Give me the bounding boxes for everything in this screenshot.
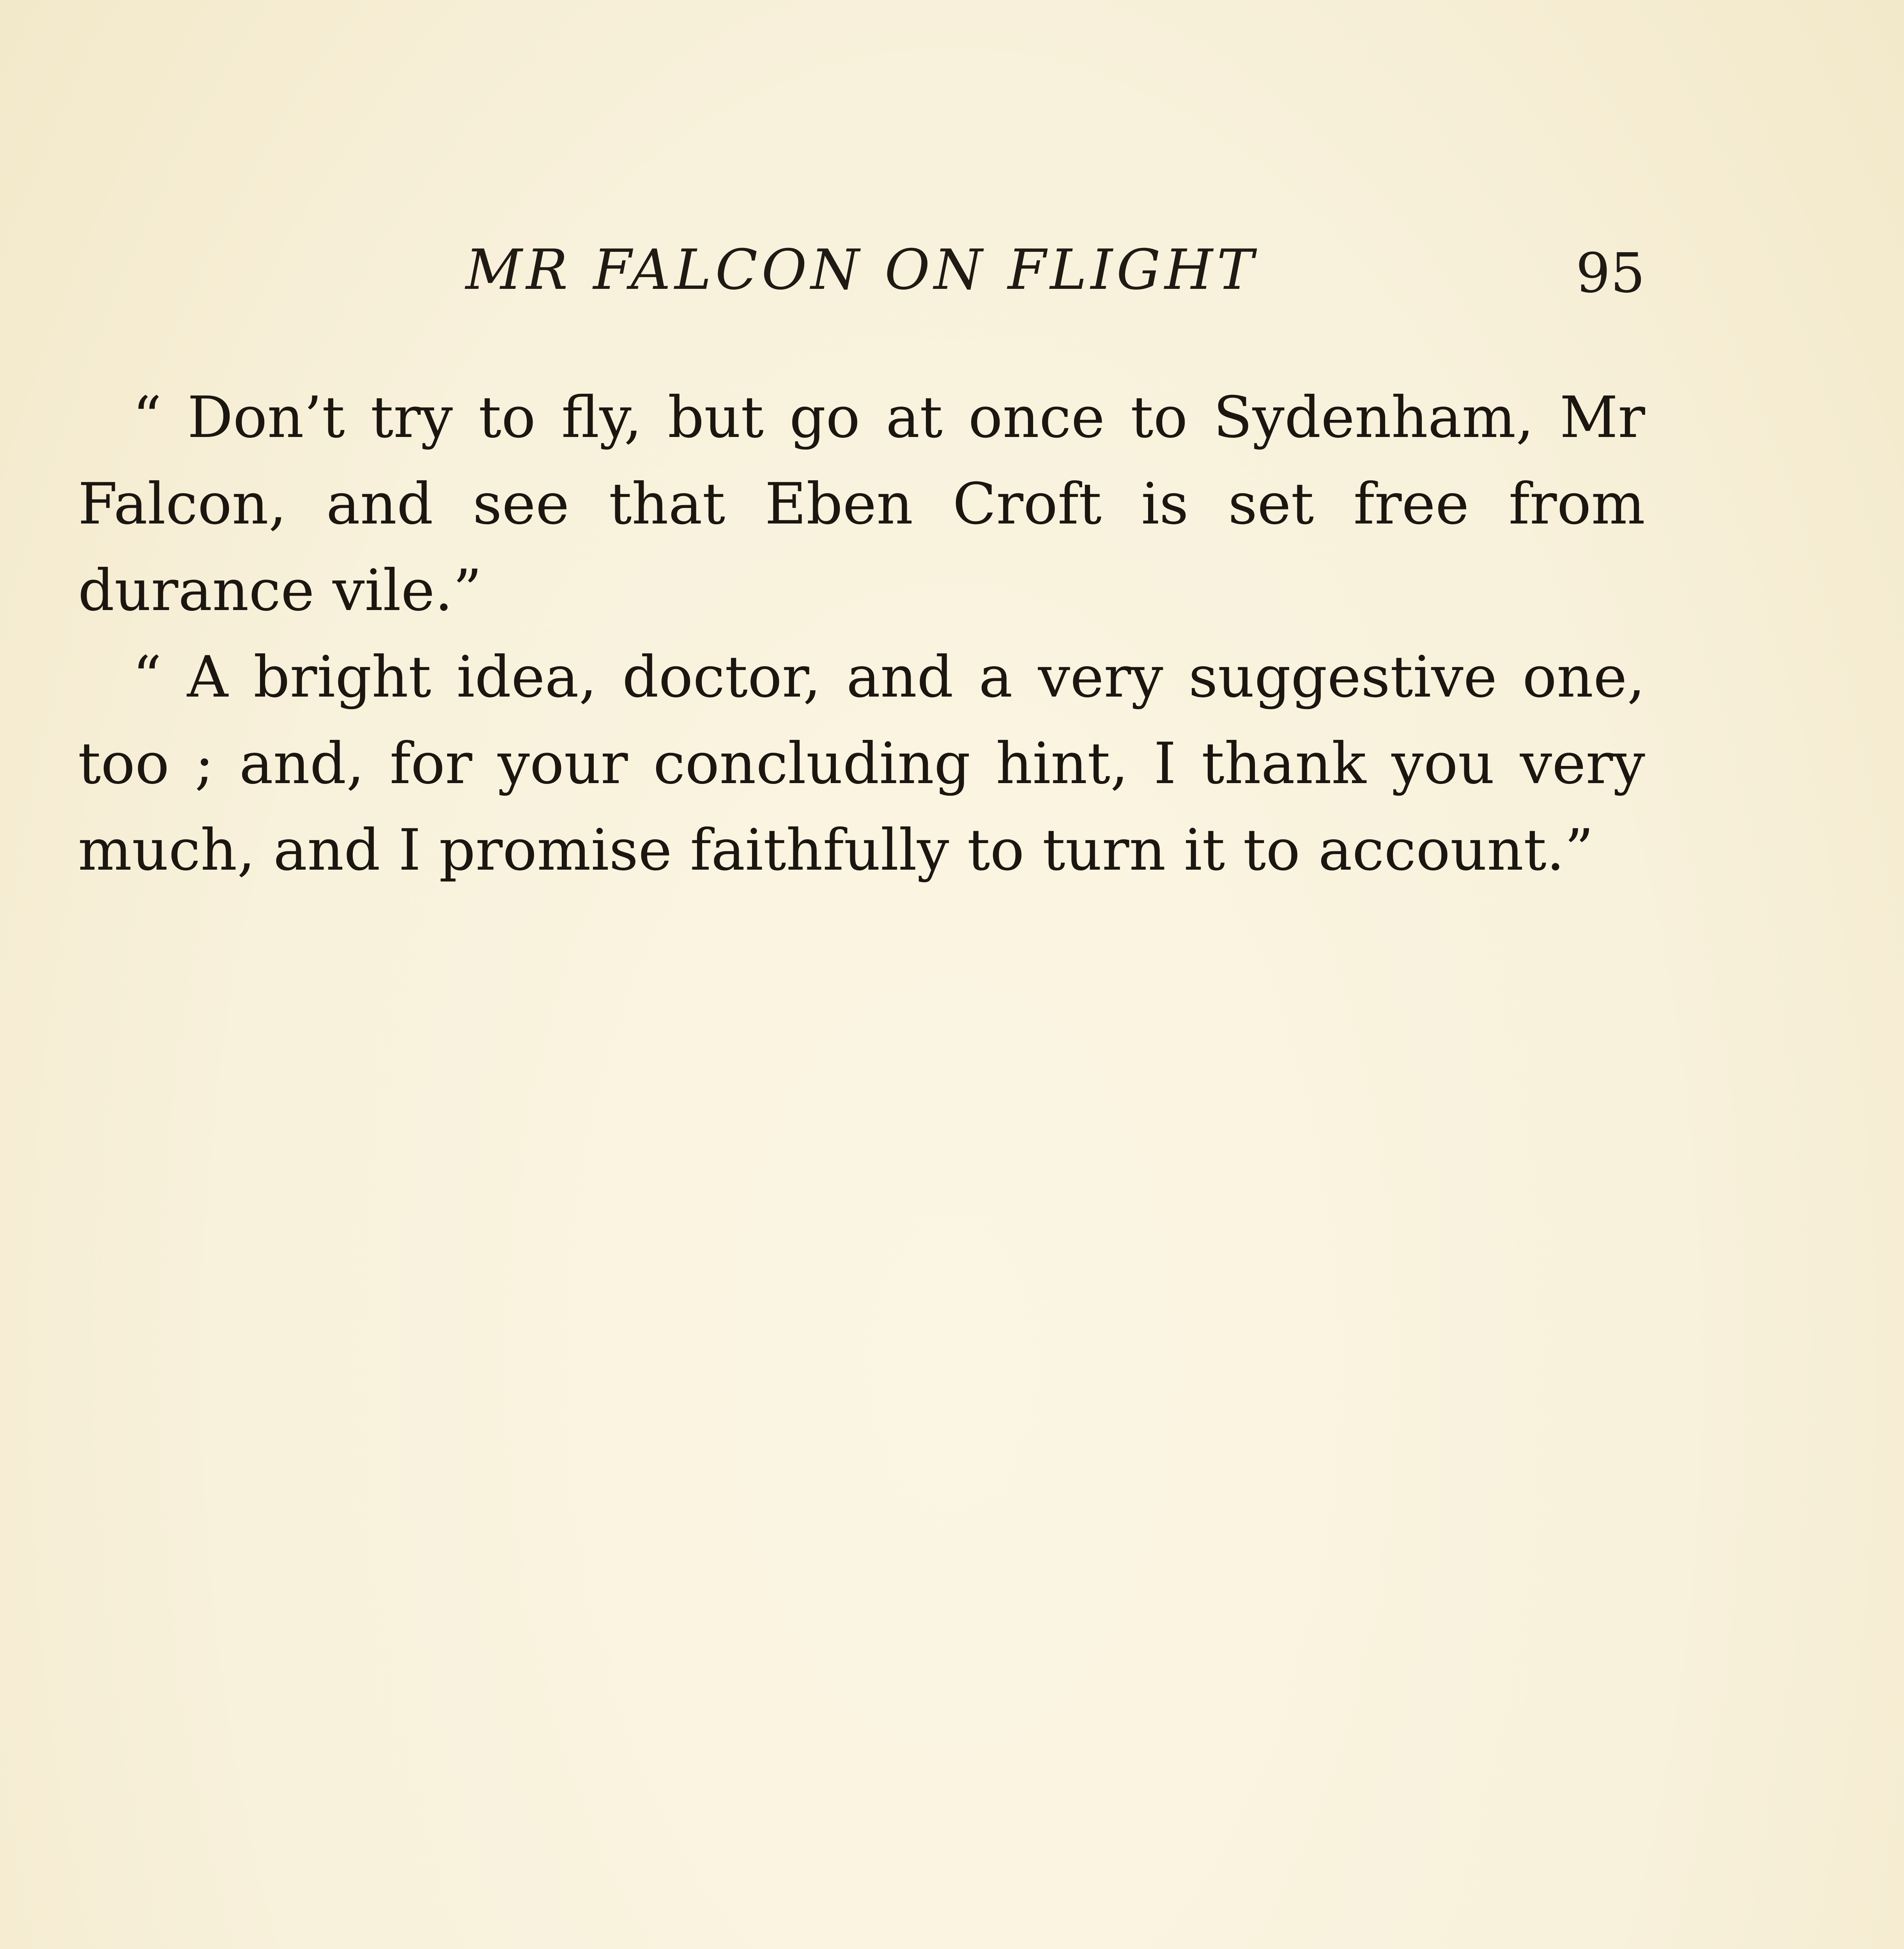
paragraph: “ Don’t try to fly, but go at once to Sydenham, Mr Falcon, and see that Eben Croft is set free from durance vile.”: [78, 384, 1645, 624]
running-title: MR FALCON ON FLIGHT: [465, 238, 1258, 302]
paragraph: “ A bright idea, doctor, and a very suggestive one, too ; and, for your concluding hint, I thank you very much, and I promise faithfully to turn it to account.”: [78, 644, 1645, 883]
page-number: 95: [1575, 242, 1645, 305]
page-header: [78, 238, 1645, 327]
body-text: [78, 374, 1645, 893]
